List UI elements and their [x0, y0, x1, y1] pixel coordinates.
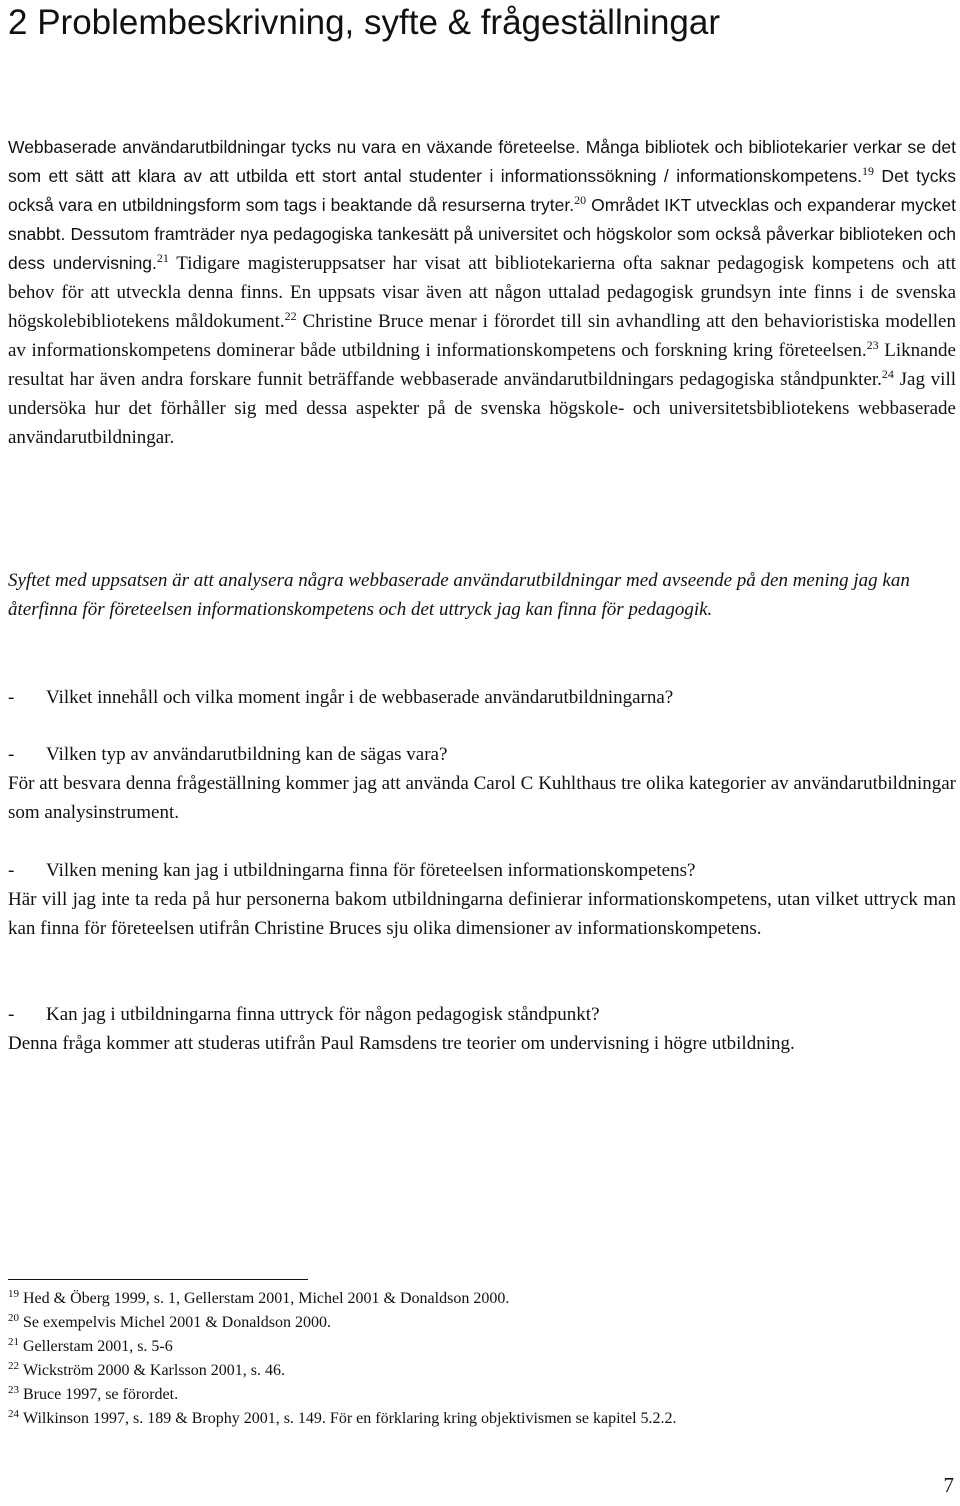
question-3 — [8, 856, 956, 885]
question-4-explanation: Denna fråga kommer att studeras utifrån Paul Ramsdens tre teorier om undervisning i högre utbildning. — [8, 1033, 795, 1054]
footnote-ref-23: 23 — [866, 337, 879, 352]
footnote-number: 20 — [8, 1311, 19, 1324]
footnote-text: Hed & Öberg 1999, s. 1, Gellerstam 2001, Michel 2001 & Donaldson 2000. — [23, 1290, 510, 1307]
footnote-ref-24: 24 — [881, 366, 894, 381]
intro-paragraph — [8, 133, 956, 452]
footnote-19 — [8, 1287, 956, 1311]
footnote-ref-19: 19 — [861, 163, 874, 178]
intro-text-4: Tidigare magisteruppsatser har visat att bibliotekarierna ofta saknar pedagogisk kompetens och att behov för att utveckla denna finns. En uppsats visar även att någon uttalad pedagogisk grundsyn inte finns i de svenska högskolebibliotekens måldokument. — [8, 253, 957, 332]
footnote-text: Se exempelvis Michel 2001 & Donaldson 2000. — [23, 1314, 331, 1331]
footnote-number: 24 — [8, 1407, 19, 1420]
section-heading: 2 Problembeskrivning, syfte & frågeställningar — [8, 3, 721, 42]
question-3-dash: - — [8, 860, 15, 881]
footnote-number: 19 — [8, 1287, 19, 1300]
question-2 — [8, 740, 956, 769]
footnote-text: Bruce 1997, se förordet. — [23, 1386, 179, 1403]
footnote-text: Wickström 2000 & Karlsson 2001, s. 46. — [23, 1362, 286, 1379]
footnote-ref-20: 20 — [574, 192, 587, 207]
footnote-divider — [8, 1279, 308, 1280]
footnotes — [8, 1287, 956, 1431]
footnote-text: Wilkinson 1997, s. 189 & Brophy 2001, s. 149. För en förklaring kring objektivismen se kapitel 5.2.2. — [23, 1410, 677, 1427]
question-2-explanation: För att besvara denna frågeställning kommer jag att använda Carol C Kuhlthaus tre olika kategorier av användarutbildningar som analysinstrument. — [8, 773, 956, 823]
intro-text-5: Christine Bruce menar i förordet till sin avhandling att den behavioristiska modellen av informationskompetens dominerar både utbildning i informationskompetens och forskning kring företeelsen. — [8, 311, 956, 361]
page-number: 7 — [943, 1473, 954, 1497]
question-1-text: Vilket innehåll och vilka moment ingår i de webbaserade användarutbildningarna? — [46, 687, 674, 708]
footnote-20 — [8, 1311, 956, 1335]
question-1 — [8, 683, 956, 712]
footnote-number: 21 — [8, 1335, 19, 1348]
question-1-dash: - — [8, 687, 15, 708]
question-4 — [8, 1000, 956, 1029]
footnote-number: 23 — [8, 1383, 19, 1396]
footnote-ref-22: 22 — [284, 308, 297, 323]
footnote-23 — [8, 1383, 956, 1407]
intro-text-7: Jag vill undersöka hur det förhåller sig med dessa aspekter på de svenska högskole- och universitetsbibliotekens webbaserade användarutbildningar. — [8, 369, 956, 448]
footnote-24 — [8, 1407, 956, 1431]
question-2-dash: - — [8, 744, 15, 765]
question-4-dash: - — [8, 1004, 15, 1025]
question-3-explanation: Här vill jag inte ta reda på hur personerna bakom utbildningarna definierar informationskompetens, utan vilket uttryck man kan finna för företeelsen utifrån Christine Bruces sju olika dimensioner av informationskompetens. — [8, 889, 956, 939]
purpose-statement: Syftet med uppsatsen är att analysera några webbaserade användarutbildningar med avseende på den mening jag kan återfinna för företeelsen informationskompetens och det uttryck jag kan finna för pedagogik. — [8, 570, 910, 620]
footnote-text: Gellerstam 2001, s. 5-6 — [23, 1338, 173, 1355]
intro-text-2: Det tycks också vara en utbildningsform som tags i beaktande då resurserna tryter. — [8, 166, 956, 215]
intro-text-6: Liknande resultat har även andra forskare funnit beträffande webbaserade användarutbildningars pedagogiska ståndpunkter. — [8, 340, 956, 390]
question-3-text: Vilken mening kan jag i utbildningarna finna för företeelsen informationskompetens? — [46, 860, 696, 881]
question-4-text: Kan jag i utbildningarna finna uttryck för någon pedagogisk ståndpunkt? — [46, 1004, 600, 1025]
footnote-number: 22 — [8, 1359, 19, 1372]
footnote-ref-21: 21 — [156, 250, 169, 265]
intro-text-1: Webbaserade användarutbildningar tycks nu vara en växande företeelse. Många bibliotek och bibliotekarier verkar se det som ett sätt att klara av att utbilda ett stort antal studenter i informationssökning / informationskompetens. — [8, 137, 956, 186]
footnote-21 — [8, 1335, 956, 1359]
intro-text-3: Området IKT utvecklas och expanderar mycket snabbt. Dessutom framträder nya pedagogiska tankesätt på universitet och högskolor som också påverkar biblioteken och dess undervisning. — [8, 195, 957, 273]
question-2-text: Vilken typ av användarutbildning kan de sägas vara? — [46, 744, 448, 765]
footnote-22 — [8, 1359, 956, 1383]
